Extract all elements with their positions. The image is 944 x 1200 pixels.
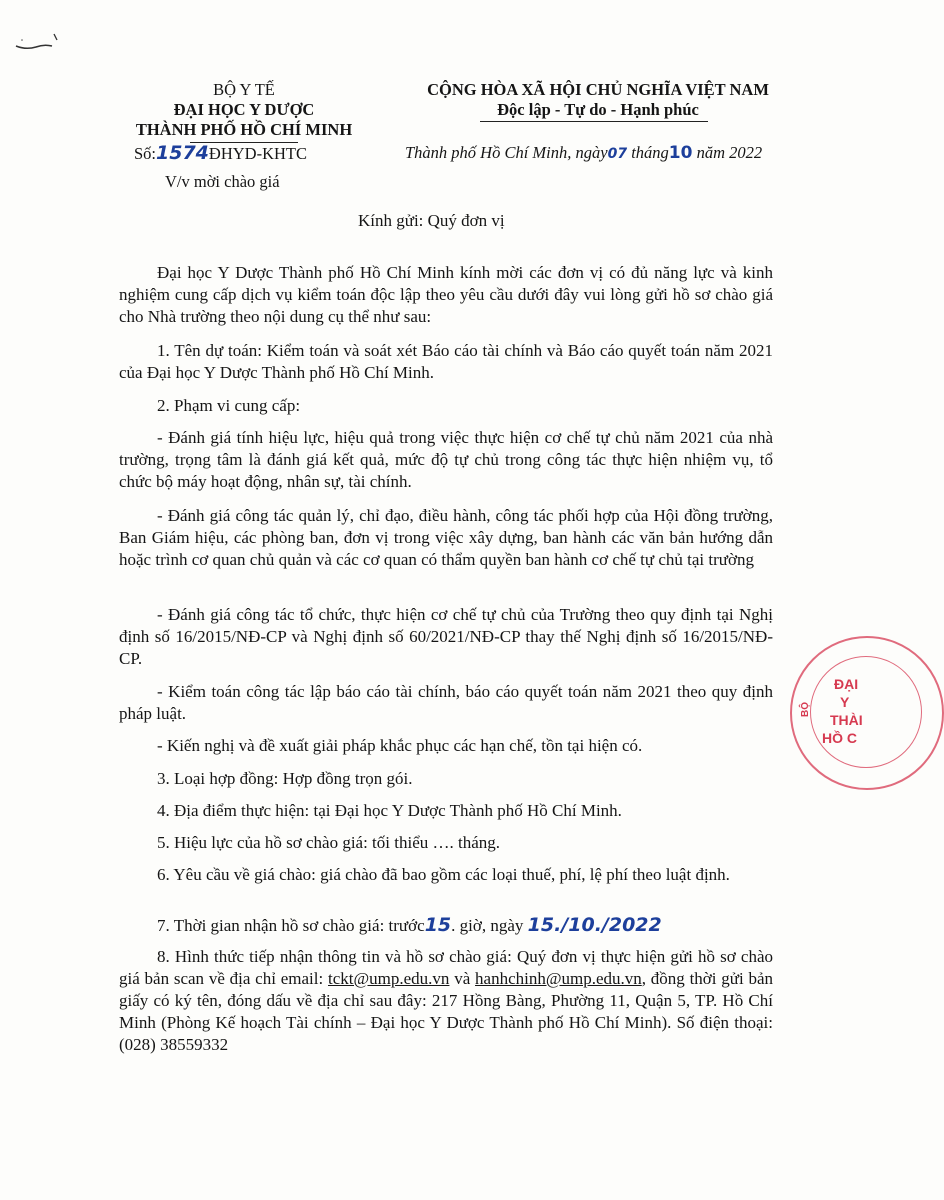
item-3-contract-type: 3. Loại hợp đồng: Hợp đồng trọn gói. [157, 769, 413, 788]
scope-item-decree: - Đánh giá công tác tổ chức, thực hiện cơ chế tự chủ của Trường theo quy định tại Nghị định số 16/2015/NĐ-CP và Nghị định số 60/2021/NĐ-CP thay thế Nghị định số 16/2015/NĐ-CP. [119, 605, 773, 668]
date-prefix: Thành phố Hồ Chí Minh, ngày [405, 143, 608, 162]
salutation: Kính gửi: Quý đơn vị [358, 211, 505, 230]
number-suffix: ĐHYD-KHTC [208, 144, 307, 163]
item-4-location: 4. Địa điểm thực hiện: tại Đại học Y Dược Thành phố Hồ Chí Minh. [157, 801, 622, 820]
university-name-line1: ĐẠI HỌC Y DƯỢC [173, 100, 315, 119]
seal-text-line4: HỒ C [822, 730, 857, 746]
item-1-estimate-name: 1. Tên dự toán: Kiểm toán và soát xét Báo cáo tài chính và Báo cáo quyết toán năm 2021 của Đại học Y Dược Thành phố Hồ Chí Minh. [119, 341, 773, 382]
item-8-submission [119, 946, 773, 1056]
submission-text-2: và [454, 969, 471, 988]
scope-item-recommendations: - Kiến nghị và đề xuất giải pháp khắc phục các hạn chế, tồn tại hiện có. [157, 736, 643, 755]
item-7-deadline [119, 914, 773, 937]
seal-side-text: BỘ [800, 702, 811, 717]
seal-text-line2: Y [840, 694, 850, 710]
item-6-price-requirement: 6. Yêu cầu về giá chào: giá chào đã bao gồm các loại thuế, phí, lệ phí theo luật định. [157, 865, 730, 884]
date-day-handwritten: 07 [607, 146, 628, 162]
issuer-header [104, 80, 384, 140]
date-line [405, 141, 762, 166]
deadline-date-handwritten: 15./10./2022 [527, 914, 662, 936]
scope-item-audit: - Kiểm toán công tác lập báo cáo tài chính, báo cáo quyết toán năm 2021 theo quy định pháp luật. [119, 682, 773, 723]
item-2-scope-heading: 2. Phạm vi cung cấp: [157, 396, 301, 415]
date-month-handwritten: 10 [668, 143, 693, 163]
item-5-validity: 5. Hiệu lực của hồ sơ chào giá: tối thiểu …. tháng. [157, 833, 501, 852]
seal-text-line1: ĐẠI [834, 676, 859, 692]
intro-paragraph: Đại học Y Dược Thành phố Hồ Chí Minh kính mời các đơn vị có đủ năng lực và kinh nghiệm cung cấp dịch vụ kiểm toán độc lập theo yêu cầu dưới đây vui lòng gửi hồ sơ chào giá cho Nhà trường theo nội dung cụ thể như sau: [119, 263, 773, 326]
national-motto: Độc lập - Tự do - Hạnh phúc [497, 100, 699, 119]
submission-text-1: 8. Hình thức tiếp nhận thông tin và hồ sơ chào giá: Quý đơn vị thực hiện gửi hồ sơ chào giá bản scan về địa chỉ email: [119, 947, 773, 988]
number-prefix: Số: [134, 144, 157, 163]
date-month-word: tháng [631, 143, 669, 162]
document-number [134, 141, 307, 166]
deadline-hour-handwritten: 15 [424, 914, 452, 936]
subject-line: V/v mời chào giá [165, 172, 280, 191]
scope-item-effectiveness: - Đánh giá tính hiệu lực, hiệu quả trong việc thực hiện cơ chế tự chủ năm 2021 của nhà trường, trọng tâm là đánh giá kết quả, mức độ tự chủ trong công tác thực hiện nhiệm vụ, tổ chức bộ máy hoạt động, nhân sự, tài chính. [119, 428, 773, 491]
motto-underline [480, 121, 708, 122]
submission-text-3: , đồng thời gửi bản giấy có ký tên, đóng dấu về địa chỉ sau đây: 217 Hồng Bàng, Phường 11, Quận 5, TP. Hồ Chí Minh (Phòng Kế hoạch Tài chính – Đại học Y Dược Thành phố Hồ Chí Minh). Số điện thoại: (028) 38559332 [119, 969, 774, 1054]
number-handwritten: 1574 [156, 142, 209, 164]
email-tckt-link[interactable]: tckt@ump.edu.vn [328, 969, 450, 988]
corner-scribble-mark [14, 28, 74, 58]
email-hanhchinh-link[interactable]: hanhchinh@ump.edu.vn [475, 969, 642, 988]
date-year: năm 2022 [696, 143, 763, 162]
republic-name: CỘNG HÒA XÃ HỘI CHỦ NGHĨA VIỆT NAM [427, 80, 769, 99]
ministry-name: BỘ Y TẾ [213, 80, 275, 99]
deadline-prefix: 7. Thời gian nhận hồ sơ chào giá: trước [157, 916, 425, 935]
university-name-line2: THÀNH PHỐ HỒ CHÍ MINH [135, 120, 353, 139]
official-seal-stamp [790, 636, 944, 790]
seal-text-line3: THÀI [830, 712, 863, 728]
seal-inner-ring [810, 656, 922, 768]
deadline-middle: . giờ, ngày [451, 916, 524, 935]
national-header [378, 80, 818, 120]
scope-item-management: - Đánh giá công tác quản lý, chỉ đạo, điều hành, công tác phối hợp của Hội đồng trường, Ban Giám hiệu, các phòng ban, đơn vị trong việc xây dựng, ban hành các văn bản hướng dẫn hoặc trình cơ quan chủ quản và các cơ quan có thẩm quyền ban hành cơ chế tự chủ tại trường [119, 506, 773, 569]
